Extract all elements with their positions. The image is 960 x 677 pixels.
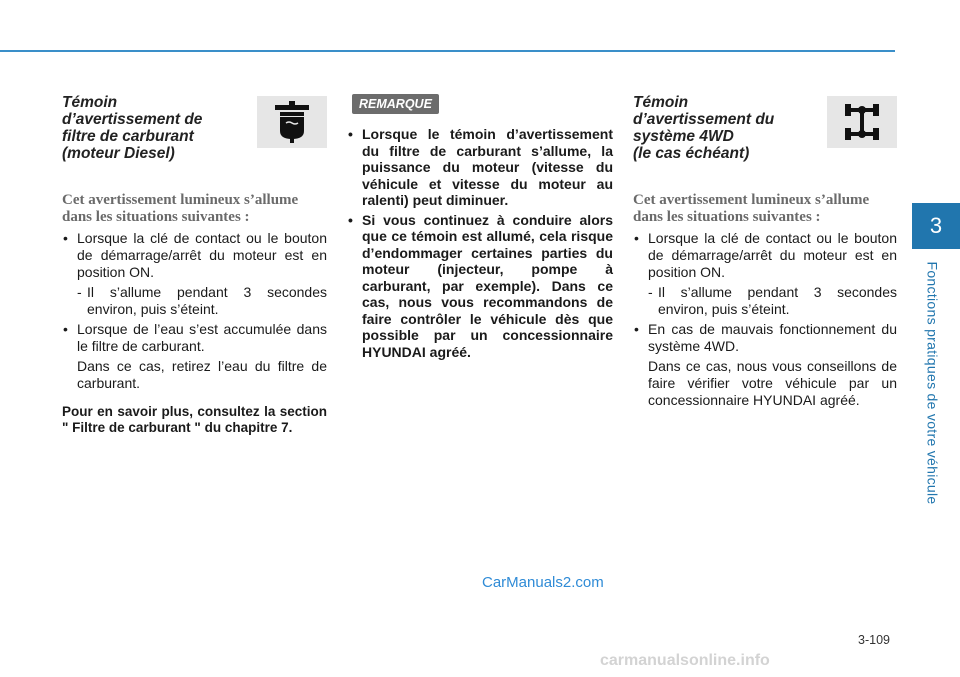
list-item: • Si vous continuez à conduire alors que ce témoin est allumé, cela risque d’endommager certaines parties du moteur (injecteur, pompe à carburant, par exemple). Dans ce cas, nous vous recommandons de faire contrôler le véhicule dès que possible par un concessionnaire HYUNDAI agréé. <box>348 211 613 360</box>
top-divider <box>0 50 895 52</box>
fuel-filter-intro: Cet avertissement lumineux s’allume dans les situations suivantes : <box>62 192 299 225</box>
list-item: • Lorsque la clé de contact ou le bouton de démarrage/arrêt du moteur est en position ON. - Il s’allume pendant 3 secondes environ, puis s’éteint. <box>63 230 327 317</box>
list-item: • Lorsque le témoin d’avertissement du filtre de carburant s’allume, la puissance du moteur (vitesse du véhicule et vitesse du moteur au ralenti) peut diminuer. <box>348 126 613 208</box>
4wd-system-icon <box>827 96 897 148</box>
chapter-number-tab[interactable]: 3 <box>912 203 960 249</box>
list-item: • En cas de mauvais fonctionnement du système 4WD. Dans ce cas, nous vous conseillons de faire vérifier votre véhicule par un concessionnaire HYUNDAI agréé. <box>634 321 897 408</box>
list-item: • Lorsque de l’eau s’est accumulée dans le filtre de carburant. Dans ce cas, retirez l’eau du filtre de carburant. <box>63 321 327 391</box>
watermark-link[interactable]: CarManuals2.com <box>482 574 604 591</box>
footer-watermark: carmanualsonline.info <box>600 652 770 669</box>
remarque-section <box>347 94 613 360</box>
list-item: • Lorsque la clé de contact ou le bouton de démarrage/arrêt du moteur est en position ON. - Il s’allume pendant 3 secondes environ, puis s’éteint. <box>634 230 897 317</box>
page-number: 3-109 <box>858 633 890 647</box>
4wd-intro: Cet avertissement lumineux s’allume dans les situations suivantes : <box>633 192 870 225</box>
remarque-label: REMARQUE <box>352 94 439 114</box>
fuel-filter-warning-icon <box>257 96 327 148</box>
chapter-title: Fonctions pratiques de votre véhicule <box>924 261 941 505</box>
4wd-heading: Témoin d’avertissement du système 4WD (le cas échéant) <box>633 94 775 162</box>
4wd-section <box>633 94 897 409</box>
fuel-filter-note: Pour en savoir plus, consultez la section " Filtre de carburant " du chapitre 7. <box>62 404 327 435</box>
fuel-filter-section <box>62 94 327 436</box>
fuel-filter-heading: Témoin d’avertissement de filtre de carburant (moteur Diesel) <box>62 94 203 162</box>
